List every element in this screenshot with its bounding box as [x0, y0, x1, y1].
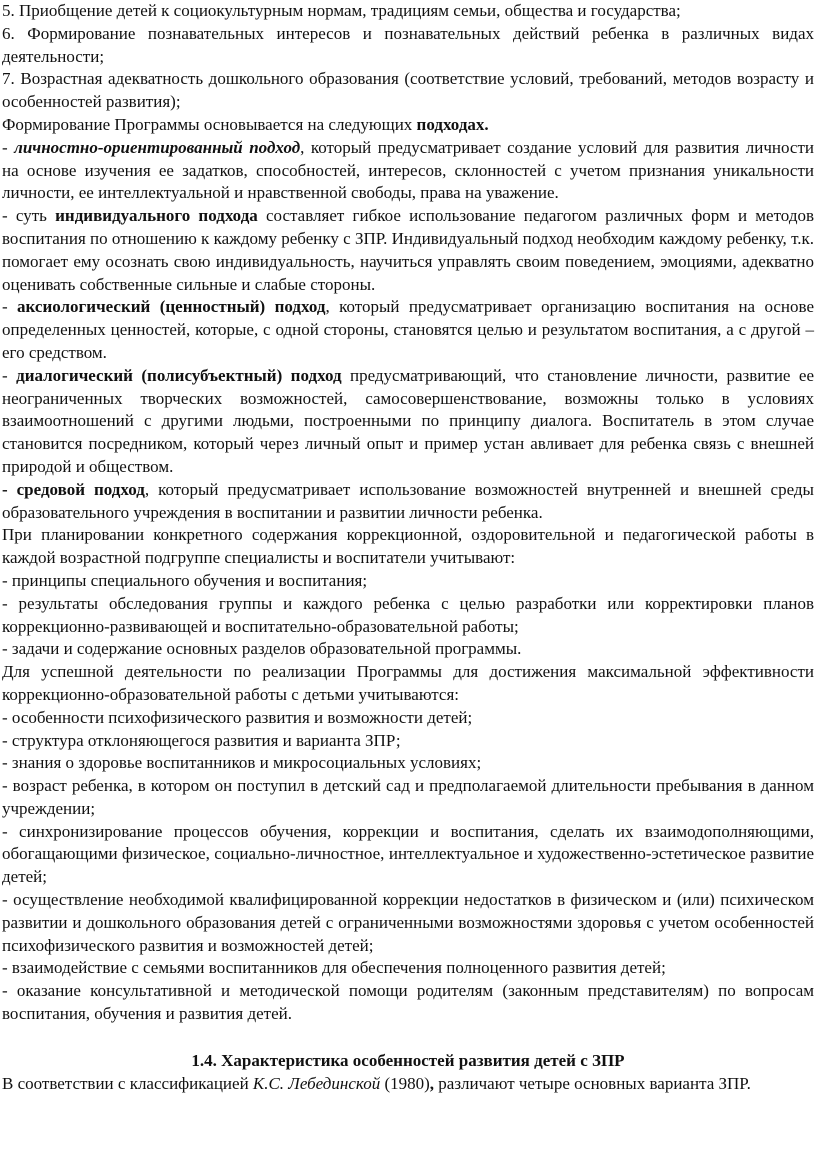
planning-intro: При планировании конкретного содержания коррекционной, оздоровительной и педагогической работы в каждой возрастной подгруппе специалисты и воспитатели учитывают: [2, 525, 814, 568]
list-item: - возраст ребенка, в котором он поступил в детский сад и предполагаемой длительности пребывания в данном учреждении; [2, 776, 814, 818]
approaches-intro-bold: подходах. [416, 114, 489, 134]
section-heading: 1.4. Характеристика особенностей развития детей с ЗПР [191, 1050, 625, 1070]
approach-term: средовой подход [16, 479, 145, 499]
final-paragraph: В соответствии с классификацией К.С. Лебединской (1980), различают четыре основных варианта ЗПР. [2, 1073, 751, 1093]
list-item: - задачи и содержание основных разделов образовательной программы. [2, 639, 522, 659]
list-item: - оказание консультативной и методической помощи родителям (законным представителям) по вопросам воспитания, обучения и развития детей. [2, 981, 814, 1024]
approach-term: аксиологический (ценностный) подход [17, 297, 326, 317]
list-item: - взаимодействие с семьями воспитанников для обеспечения полноценного развития детей; [2, 958, 666, 978]
list-item: 5. Приобщение детей к социокультурным нормам, традициям семьи, общества и государства; [2, 1, 681, 20]
list-item: - принципы специального обучения и воспитания; [2, 570, 368, 590]
approach-environmental: - средовой подход, который предусматривает использование возможностей внутренней и внешней среды образовательного учреждения в воспитании и развитии личности ребенка. [2, 479, 814, 522]
approach-dialogic: - диалогический (полисубъектный) подход предусматривающий, что становление личности, развитие ее неограниченных творческих возможностей, самосовершенствование, возможны только в условиях взаимоотношений с другими людьми, построенными по принципу диалога. Воспитатель в этом случае становится посредником, который через личный опыт и пример устан авливает для ребенка связь с внешней природой и обществом. [2, 365, 814, 476]
approach-term: индивидуального подхода [55, 206, 258, 226]
list-item: - особенности психофизического развития и возможности детей; [2, 707, 473, 727]
approach-individual: - суть индивидуального подхода составляет гибкое использование педагогом различных форм и методов воспитания по отношению к каждому ребенку с ЗПР. Индивидуальный подход необходим каждому ребенку, т.к. помогает ему осознать свою индивидуальность, научиться управлять своим поведением, эмоциями, адекватно оценивать собственные сильные и слабые стороны. [2, 206, 814, 294]
approach-term: личностно-ориентированный подход [14, 137, 301, 157]
list-item: 6. Формирование познавательных интересов и познавательных действий ребенка в различных видах деятельности; [2, 23, 814, 66]
author-name: К.С. Лебединской [252, 1073, 381, 1093]
approach-term: диалогический (полисубъектный) подход [16, 365, 342, 385]
list-item: - знания о здоровье воспитанников и микросоциальных условиях; [2, 753, 482, 773]
approach-personal: - личностно-ориентированный подход, который предусматривает создание условий для развития личности на основе изучения ее задатков, способностей, интересов, склонностей с учетом признания уникальности личности, ее интеллектуальной и нравственной свободы, права на уважение. [2, 137, 814, 203]
approach-axiological: - аксиологический (ценностный) подход, который предусматривает организацию воспитания на основе определенных ценностей, которые, с одной стороны, становятся целью и результатом воспитания, а с другой – его средством. [2, 297, 814, 362]
success-intro: Для успешной деятельности по реализации Программы для достижения максимальной эффективности коррекционно-образовательной работы с детьми учитываются: [2, 662, 814, 704]
spacer [2, 1026, 814, 1050]
approaches-intro: Формирование Программы основывается на следующих подходах. [2, 114, 489, 134]
list-item: - результаты обследования группы и каждого ребенка с целью разработки или корректировки планов коррекционно-развивающей и воспитательно-образовательной работы; [2, 593, 814, 636]
list-item: 7. Возрастная адекватность дошкольного образования (соответствие условий, требований, методов возрасту и особенностей развития); [2, 69, 814, 112]
list-item: - синхронизирование процессов обучения, коррекции и воспитания, сделать их взаимодополняющими, обогащающими физическое, социально-личностное, интеллектуальное и художественно-эстетическое развитие детей; [2, 821, 814, 887]
list-item: - осуществление необходимой квалифицированной коррекции недостатков в физическом и (или) психическом развитии и дошкольного образования детей с ограниченными возможностями здоровья с учетом особенностей психофизического развития и возможностей детей; [2, 890, 814, 955]
list-item: - структура отклоняющегося развития и варианта ЗПР; [2, 730, 401, 750]
